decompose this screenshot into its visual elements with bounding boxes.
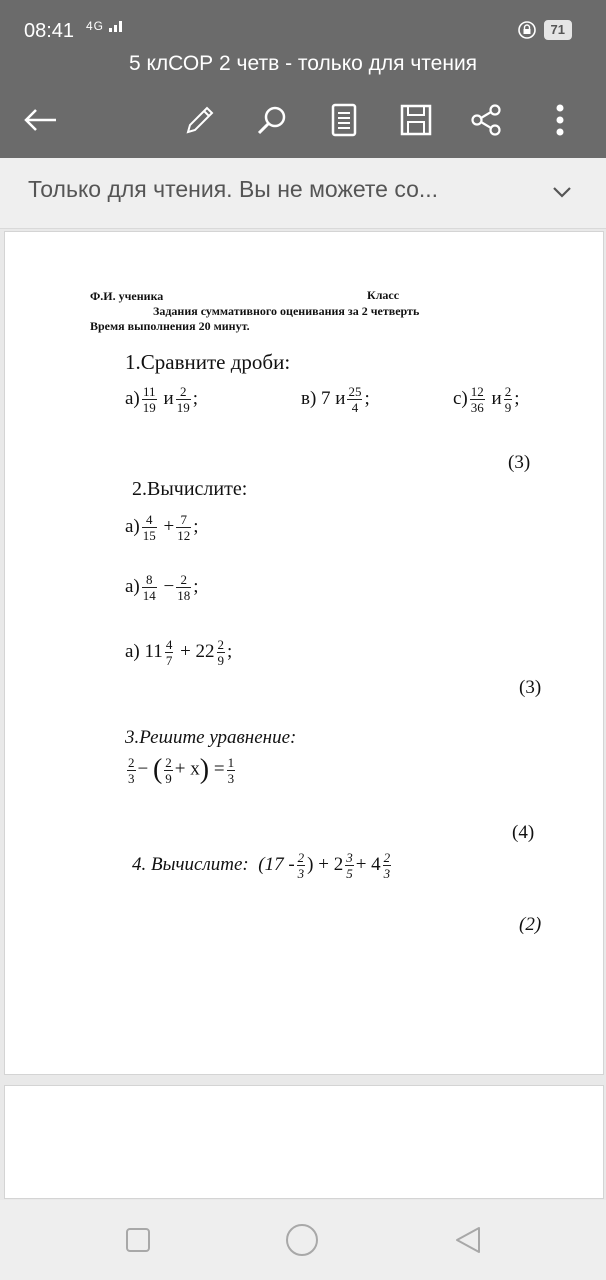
lock-icon xyxy=(518,21,536,39)
system-nav-bar xyxy=(0,1200,606,1280)
home-button[interactable] xyxy=(284,1222,320,1258)
task-title: Задания суммативного оценивания за 2 четверть xyxy=(153,304,420,318)
document-page xyxy=(4,231,604,1075)
q3-points: (4) xyxy=(512,822,535,843)
fraction: $\frac{2}{18}$ xyxy=(177,572,191,603)
student-name-label: Ф.И. ученика xyxy=(90,289,164,303)
q1-points: (3) xyxy=(508,452,531,473)
network-type: 4G xyxy=(86,19,105,33)
class-label: Класс xyxy=(367,288,400,302)
status-time: 08:41 xyxy=(24,20,75,42)
document-title: 5 клСОР 2 четв - только для чтения xyxy=(128,52,478,75)
share-icon[interactable] xyxy=(466,100,506,140)
triangle-back-icon xyxy=(453,1225,483,1255)
fraction: $\frac{2}{9}$ xyxy=(504,384,512,415)
q4-expression: 4. Вычислите: (17 - $\frac{2}{3}$ ) + 2 $\frac{3}{5}$ + 4 $\frac{2}{3}$ xyxy=(132,850,391,881)
fraction: $\frac{4}{7}$ xyxy=(165,637,173,668)
fraction: $\frac{2}{3}$ xyxy=(128,754,135,786)
fraction: $\frac{8}{14}$ xyxy=(142,572,156,603)
q2-title: 2.Вычислите: xyxy=(132,478,248,500)
q1-item-b: в) 7 и $\frac{25}{4}$ ; xyxy=(301,384,370,415)
battery-indicator: 71 xyxy=(544,20,572,40)
q4-title: 4. Вычислите: xyxy=(132,853,249,875)
fraction: $\frac{4}{15}$ xyxy=(142,512,156,543)
chevron-down-icon[interactable] xyxy=(550,180,574,204)
search-icon[interactable] xyxy=(252,100,292,140)
fraction: $\frac{25}{4}$ xyxy=(348,384,362,415)
q2-item-b: а) $\frac{8}{14}$ − $\frac{2}{18}$ ; xyxy=(125,572,199,603)
more-icon[interactable] xyxy=(540,100,580,140)
document-page-2 xyxy=(4,1085,604,1199)
q2-item-c: а) 11 $\frac{4}{7}$ + 22 $\frac{2}{9}$ ; xyxy=(125,637,233,668)
fraction: $\frac{2}{19}$ xyxy=(176,384,190,415)
network-indicator xyxy=(86,18,126,33)
fraction: $\frac{2}{3}$ xyxy=(383,850,391,881)
fraction: $\frac{11}{19}$ xyxy=(142,384,156,415)
save-icon[interactable] xyxy=(396,100,436,140)
q1-title: 1.Сравните дроби: xyxy=(125,350,291,374)
readonly-banner-text: Только для чтения. Вы не можете со... xyxy=(28,176,439,202)
q1-item-a: а) $\frac{11}{19}$ и $\frac{2}{19}$ ; xyxy=(125,384,198,415)
fraction: $\frac{1}{3}$ xyxy=(227,754,235,786)
circle-icon xyxy=(285,1223,319,1257)
q1-item-c: с) $\frac{12}{36}$ и $\frac{2}{9}$ ; xyxy=(453,384,520,415)
back-button[interactable] xyxy=(450,1222,486,1258)
fraction: $\frac{7}{12}$ xyxy=(177,512,191,543)
q4-points: (2) xyxy=(519,914,542,935)
app-top-bar xyxy=(0,0,606,158)
fraction: $\frac{2}{3}$ xyxy=(297,850,305,881)
readonly-banner[interactable] xyxy=(0,158,606,229)
q3-title: 3.Решите уравнение: xyxy=(125,727,297,748)
fraction: $\frac{12}{36}$ xyxy=(470,384,484,415)
time-limit: Время выполнения 20 минут. xyxy=(90,319,250,333)
q2-points: (3) xyxy=(519,677,542,698)
document-view-icon[interactable] xyxy=(324,100,364,140)
square-icon xyxy=(125,1227,151,1253)
status-right xyxy=(518,20,572,40)
recent-apps-button[interactable] xyxy=(120,1222,156,1258)
q2-item-a: а) $\frac{4}{15}$ + $\frac{7}{12}$ ; xyxy=(125,512,199,543)
fraction: $\frac{2}{9}$ xyxy=(165,754,172,786)
q3-equation: $\frac{2}{3}$ − ( $\frac{2}{9}$ + x) = $\frac{1}{3}$ xyxy=(128,754,235,786)
fraction: $\frac{3}{5}$ xyxy=(346,850,353,881)
fraction: $\frac{2}{9}$ xyxy=(217,637,225,668)
edit-pencil-icon[interactable] xyxy=(180,100,220,140)
back-arrow-icon[interactable] xyxy=(20,100,60,140)
signal-icon xyxy=(108,18,126,32)
